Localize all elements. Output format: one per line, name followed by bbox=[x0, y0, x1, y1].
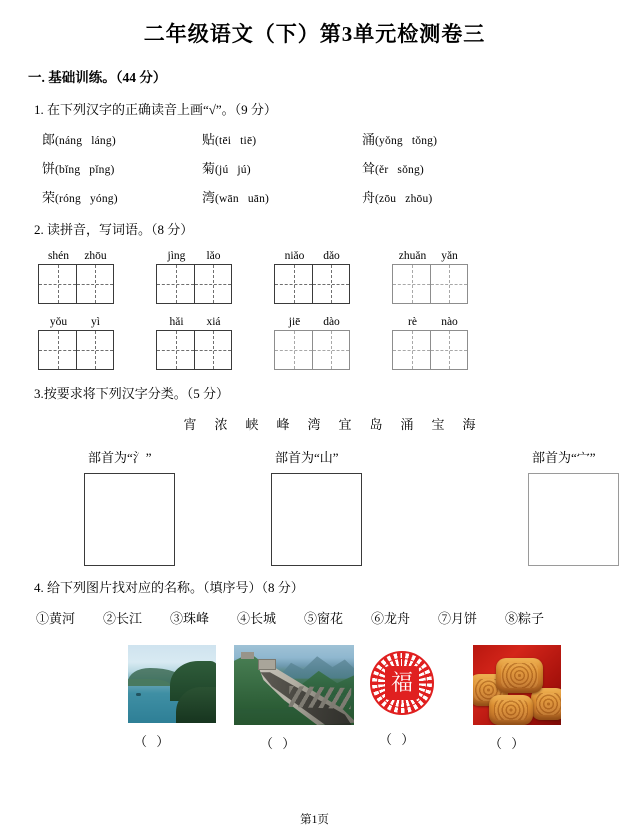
bank-char: 宵 bbox=[183, 417, 197, 432]
pinyin-row bbox=[42, 158, 629, 177]
pinyin-choice-item[interactable]: 舟(zōu zhōu) bbox=[362, 190, 433, 205]
writing-pinyin-label bbox=[392, 316, 510, 328]
pinyin-choice-item[interactable]: 菊(jú jú) bbox=[202, 161, 251, 176]
picture-item bbox=[128, 645, 234, 752]
radical-label: 部首为“宀” bbox=[532, 450, 596, 465]
writing-word-group bbox=[274, 316, 392, 370]
word-bank-option[interactable]: ⑤窗花 bbox=[304, 611, 344, 626]
pinyin-option-a[interactable]: ěr bbox=[379, 164, 389, 176]
tianzige-cell[interactable] bbox=[157, 265, 194, 303]
pinyin-syllable: dǎo bbox=[323, 250, 340, 262]
tianzige-cell[interactable] bbox=[312, 265, 349, 303]
pinyin-option-b[interactable]: sǒng bbox=[397, 164, 420, 176]
radical-label: 部首为“山” bbox=[275, 450, 339, 465]
pinyin-syllable: rè bbox=[408, 316, 417, 328]
hanzi-char: 涌 bbox=[362, 132, 376, 147]
pinyin-syllable: zhōu bbox=[84, 250, 107, 262]
tianzige-grid[interactable] bbox=[274, 330, 350, 370]
pinyin-option-a[interactable]: bǐng bbox=[59, 164, 81, 176]
pinyin-option-b[interactable]: láng bbox=[91, 135, 112, 147]
answer-bracket[interactable]: （ ） bbox=[134, 734, 173, 749]
pinyin-syllable: nào bbox=[441, 316, 458, 328]
tianzige-grid[interactable] bbox=[156, 330, 232, 370]
pinyin-syllable: zhuǎn bbox=[398, 250, 427, 262]
pinyin-option-b[interactable]: jú bbox=[237, 164, 247, 176]
tianzige-grid[interactable] bbox=[38, 264, 114, 304]
pinyin-syllable: yì bbox=[91, 316, 100, 328]
word-bank-option[interactable]: ①黄河 bbox=[36, 611, 76, 626]
tianzige-cell[interactable] bbox=[39, 265, 76, 303]
tianzige-cell[interactable] bbox=[430, 265, 467, 303]
answer-bracket[interactable]: （ ） bbox=[489, 736, 528, 751]
radical-answer-box[interactable] bbox=[528, 473, 619, 566]
writing-pinyin-label bbox=[156, 250, 274, 262]
tianzige-cell[interactable] bbox=[76, 265, 113, 303]
pinyin-option-a[interactable]: yǒng bbox=[379, 135, 403, 147]
bank-char: 湾 bbox=[307, 417, 321, 432]
papercut-circle bbox=[370, 651, 434, 715]
mooncake-photo bbox=[473, 645, 561, 725]
picture-row bbox=[0, 645, 629, 752]
hanzi-char: 耸 bbox=[362, 161, 376, 176]
papercut-fu-photo bbox=[365, 645, 439, 721]
page-footer: 第1页 bbox=[300, 814, 329, 826]
question-3-stem: 3.按要求将下列汉字分类。（5 分） bbox=[34, 386, 230, 401]
bank-char: 峰 bbox=[276, 417, 290, 432]
pinyin-option-a[interactable]: wān bbox=[219, 193, 239, 205]
radical-sort-row bbox=[0, 447, 629, 566]
hanzi-char: 荣 bbox=[42, 190, 56, 205]
hanzi-char: 饼 bbox=[42, 161, 56, 176]
radical-group-water bbox=[84, 447, 261, 566]
pinyin-option-a[interactable]: náng bbox=[59, 135, 83, 147]
fu-character: 福 bbox=[385, 666, 419, 700]
pinyin-row bbox=[42, 187, 629, 206]
pinyin-option-a[interactable]: tēi bbox=[219, 135, 232, 147]
radical-group-roof bbox=[438, 447, 615, 566]
answer-bracket[interactable]: （ ） bbox=[379, 732, 418, 747]
word-bank bbox=[36, 608, 629, 627]
picture-item bbox=[234, 645, 365, 752]
hanzi-char: 郎 bbox=[42, 132, 56, 147]
tianzige-cell[interactable] bbox=[194, 331, 231, 369]
bank-char: 宝 bbox=[431, 417, 445, 432]
writing-pinyin-label bbox=[274, 316, 392, 328]
character-bank bbox=[0, 414, 629, 433]
question-1-stem: 1. 在下列汉字的正确读音上画“√”。（9 分） bbox=[34, 102, 277, 117]
tianzige-cell[interactable] bbox=[393, 331, 430, 369]
writing-word-group bbox=[38, 316, 156, 370]
writing-word-group bbox=[392, 316, 510, 370]
writing-grid-row bbox=[38, 250, 629, 304]
tianzige-grid[interactable] bbox=[274, 264, 350, 304]
tianzige-cell[interactable] bbox=[312, 331, 349, 369]
writing-pinyin-label bbox=[392, 250, 510, 262]
hanzi-char: 菊 bbox=[202, 161, 216, 176]
pinyin-option-b[interactable]: uān bbox=[247, 193, 266, 205]
writing-grid-row bbox=[38, 316, 629, 370]
pinyin-choice-item[interactable]: 贴(tēi tiē) bbox=[202, 132, 257, 147]
pinyin-syllable: shén bbox=[47, 250, 70, 262]
pinyin-option-b[interactable]: pǐng bbox=[89, 164, 111, 176]
pinyin-choice-item[interactable]: 郎(náng láng) bbox=[42, 132, 116, 147]
pinyin-choice-item[interactable]: 饼(bǐng pǐng) bbox=[42, 161, 115, 176]
question-1-choices bbox=[0, 129, 629, 206]
writing-pinyin-label bbox=[38, 250, 156, 262]
pinyin-syllable: dào bbox=[323, 316, 340, 328]
radical-answer-box[interactable] bbox=[84, 473, 175, 566]
writing-word-group bbox=[392, 250, 510, 304]
tianzige-grid[interactable] bbox=[38, 330, 114, 370]
word-bank-option[interactable]: ⑥龙舟 bbox=[371, 611, 411, 626]
pinyin-syllable: yǒu bbox=[49, 316, 68, 328]
word-bank-option[interactable]: ②长江 bbox=[103, 611, 143, 626]
tianzige-cell[interactable] bbox=[430, 331, 467, 369]
picture-item bbox=[365, 645, 473, 752]
tianzige-cell[interactable] bbox=[275, 331, 312, 369]
pinyin-option-b[interactable]: yóng bbox=[89, 193, 114, 205]
tianzige-cell[interactable] bbox=[76, 331, 113, 369]
word-bank-option[interactable]: ⑦月饼 bbox=[438, 611, 478, 626]
pinyin-option-b[interactable]: tiē bbox=[240, 135, 253, 147]
great-wall-photo bbox=[234, 645, 354, 725]
radical-label: 部首为“氵” bbox=[88, 450, 152, 465]
hanzi-char: 贴 bbox=[202, 132, 216, 147]
tianzige-cell[interactable] bbox=[275, 265, 312, 303]
bank-char: 峡 bbox=[245, 417, 259, 432]
answer-bracket[interactable]: （ ） bbox=[260, 736, 299, 751]
pinyin-choice-item[interactable]: 荣(róng yóng) bbox=[42, 190, 118, 205]
radical-group-mountain bbox=[261, 447, 438, 566]
pinyin-syllable: jiē bbox=[288, 316, 301, 328]
tianzige-cell[interactable] bbox=[39, 331, 76, 369]
bank-char: 宜 bbox=[338, 417, 352, 432]
pinyin-option-b[interactable]: tǒng bbox=[411, 135, 434, 147]
pinyin-syllable: hǎi bbox=[169, 316, 184, 328]
section-heading: 一. 基础训练。（44 分） bbox=[28, 70, 167, 85]
tianzige-cell[interactable] bbox=[157, 331, 194, 369]
pinyin-syllable: lǎo bbox=[206, 250, 221, 262]
word-bank-option[interactable]: ④长城 bbox=[237, 611, 277, 626]
pinyin-choice-item[interactable]: 耸(ěr sǒng) bbox=[362, 161, 424, 176]
bank-char: 浓 bbox=[214, 417, 228, 432]
page-title: 二年级语文（下）第3单元检测卷三 bbox=[143, 22, 486, 46]
pinyin-row bbox=[42, 129, 629, 148]
pinyin-syllable: xiá bbox=[206, 316, 221, 328]
question-4-stem: 4. 给下列图片找对应的名称。（填序号）（8 分） bbox=[34, 580, 304, 595]
tianzige-cell[interactable] bbox=[393, 265, 430, 303]
pinyin-syllable: jìng bbox=[167, 250, 186, 262]
pinyin-choice-item[interactable]: 涌(yǒng tǒng) bbox=[362, 132, 438, 147]
tianzige-grid[interactable] bbox=[392, 330, 468, 370]
pinyin-option-b[interactable]: zhōu bbox=[405, 193, 429, 205]
hanzi-char: 舟 bbox=[362, 190, 376, 205]
pinyin-option-a[interactable]: zōu bbox=[379, 193, 397, 205]
word-bank-option[interactable]: ⑧粽子 bbox=[505, 611, 545, 626]
bank-char: 海 bbox=[462, 417, 476, 432]
radical-answer-box[interactable] bbox=[271, 473, 362, 566]
bank-char: 岛 bbox=[369, 417, 383, 432]
question-2-stem: 2. 读拼音，写词语。（8 分） bbox=[34, 222, 194, 237]
hanzi-char: 湾 bbox=[202, 190, 216, 205]
writing-word-group bbox=[274, 250, 392, 304]
pinyin-option-a[interactable]: jú bbox=[219, 164, 229, 176]
tianzige-grid[interactable] bbox=[392, 264, 468, 304]
writing-pinyin-label bbox=[274, 250, 392, 262]
writing-pinyin-label bbox=[38, 316, 156, 328]
writing-word-group bbox=[38, 250, 156, 304]
writing-word-group bbox=[156, 316, 274, 370]
pinyin-syllable: yǎn bbox=[441, 250, 458, 262]
word-bank-option[interactable]: ③珠峰 bbox=[170, 611, 210, 626]
writing-pinyin-label bbox=[156, 316, 274, 328]
tianzige-grid[interactable] bbox=[156, 264, 232, 304]
writing-word-group bbox=[156, 250, 274, 304]
tianzige-cell[interactable] bbox=[194, 265, 231, 303]
pinyin-choice-item[interactable]: 湾(wān uān) bbox=[202, 190, 270, 205]
picture-item bbox=[473, 645, 579, 752]
pinyin-syllable: niǎo bbox=[284, 250, 305, 262]
pinyin-option-a[interactable]: róng bbox=[59, 193, 81, 205]
river-gorge-photo bbox=[128, 645, 216, 723]
bank-char: 涌 bbox=[400, 417, 414, 432]
